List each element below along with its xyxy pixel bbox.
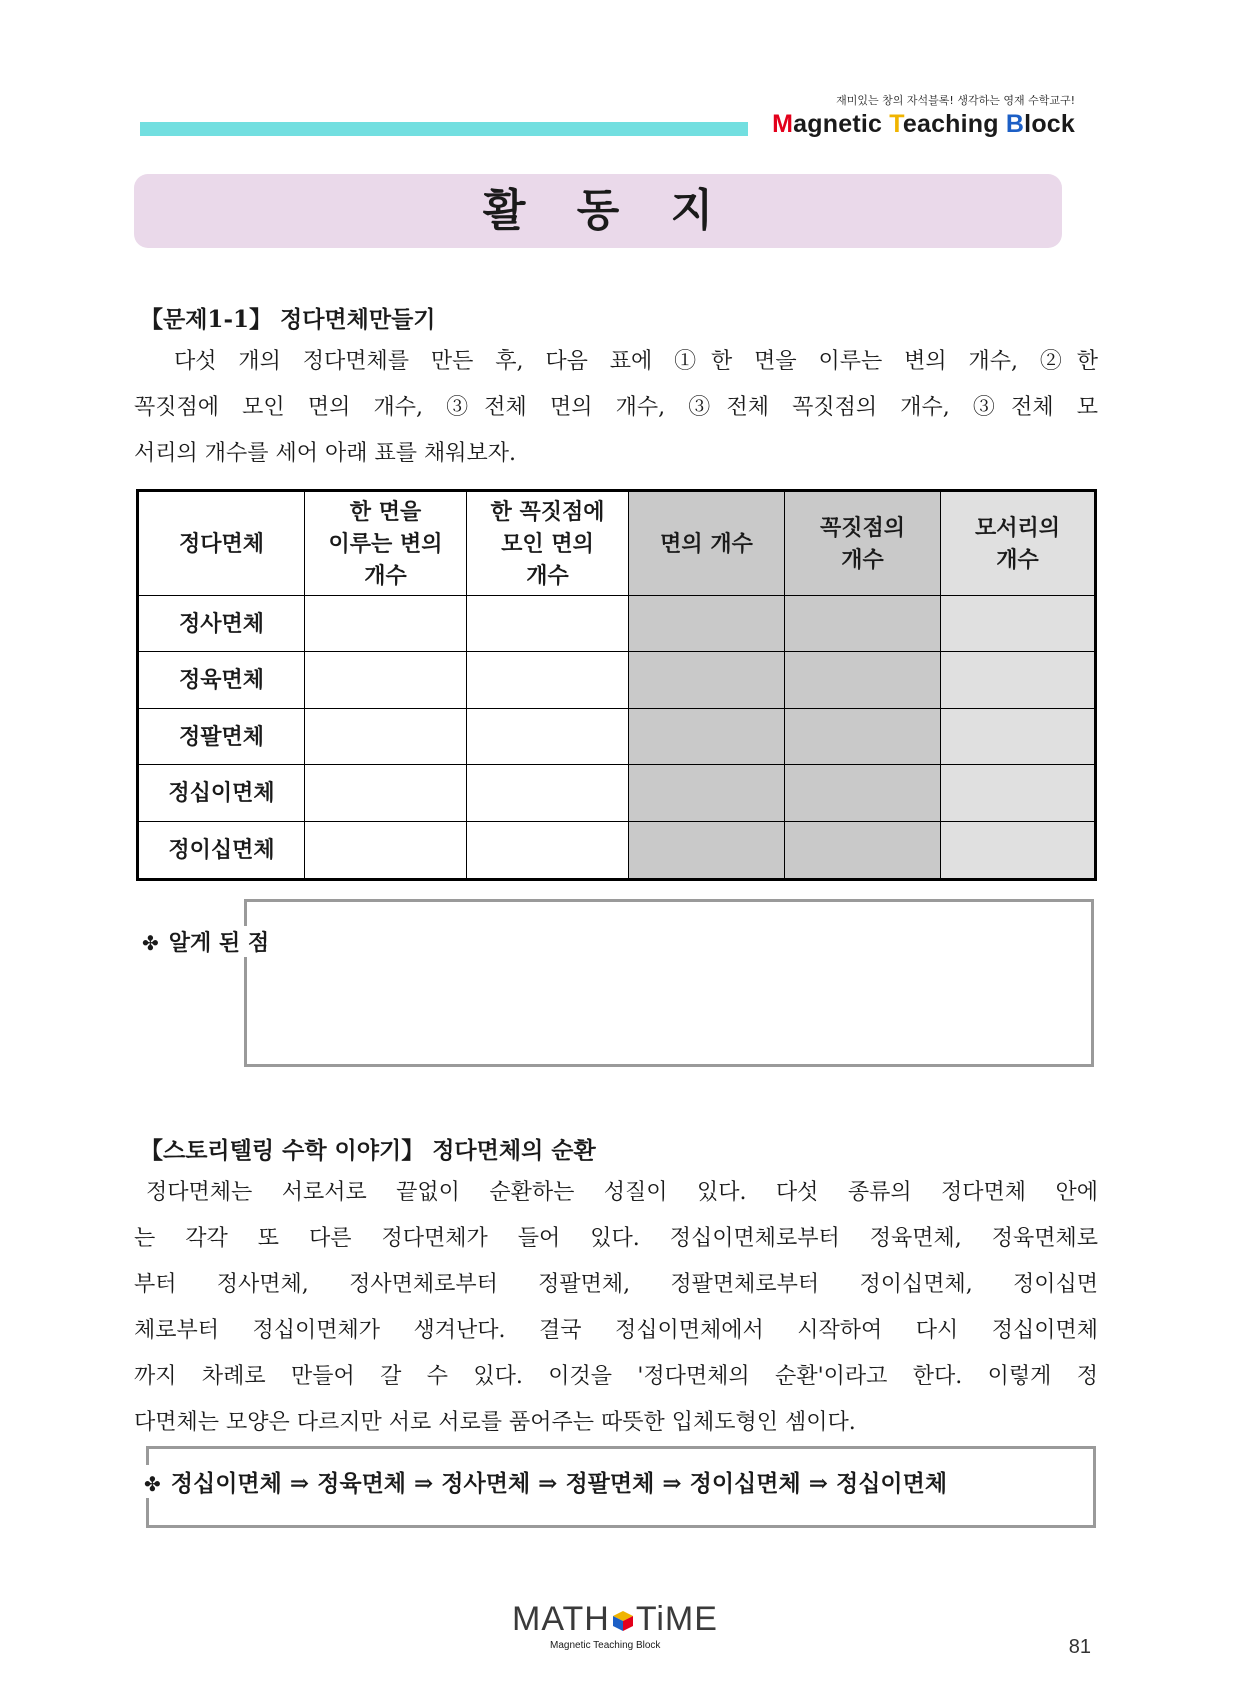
answer-cell[interactable] bbox=[629, 596, 785, 652]
answer-cell[interactable] bbox=[467, 821, 629, 879]
answer-cell[interactable] bbox=[467, 652, 629, 708]
answer-cell[interactable] bbox=[785, 596, 941, 652]
answer-cell[interactable] bbox=[305, 821, 467, 879]
answer-cell[interactable] bbox=[305, 652, 467, 708]
story-text bbox=[134, 1170, 1098, 1446]
header-polyhedron: 정다면체 bbox=[138, 491, 305, 596]
answer-cell[interactable] bbox=[305, 596, 467, 652]
answer-cell[interactable] bbox=[941, 596, 1096, 652]
header-edges-per-face: 한 면을 이루는 변의 개수 bbox=[305, 491, 467, 596]
table-row bbox=[138, 708, 1096, 764]
row-label: 정이십면체 bbox=[138, 821, 305, 879]
answer-cell[interactable] bbox=[785, 765, 941, 821]
table-row bbox=[138, 765, 1096, 821]
answer-cell[interactable] bbox=[941, 652, 1096, 708]
problem-instructions bbox=[134, 339, 1098, 477]
answer-cell[interactable] bbox=[629, 821, 785, 879]
problem-line: 다섯 개의 정다면체를 만든 후, 다음 표에 ①한 면을 이루는 변의 개수, ②한 bbox=[174, 349, 1098, 374]
cube-icon bbox=[612, 1610, 634, 1632]
answer-cell[interactable] bbox=[629, 652, 785, 708]
answer-cell[interactable] bbox=[941, 765, 1096, 821]
answer-cell[interactable] bbox=[467, 765, 629, 821]
answer-cell[interactable] bbox=[785, 821, 941, 879]
story-line: 체로부터 정십이면체가 생겨난다. 결국 정십이면체에서 시작하여 다시 정십이면체 bbox=[134, 1318, 1098, 1343]
answer-cell[interactable] bbox=[941, 708, 1096, 764]
header-face-count: 면의 개수 bbox=[629, 491, 785, 596]
answer-cell[interactable] bbox=[467, 596, 629, 652]
table-row bbox=[138, 652, 1096, 708]
story-line: 는 각각 또 다른 정다면체가 들어 있다. 정십이면체로부터 정육면체, 정육면체로 bbox=[134, 1226, 1098, 1251]
problem-line: 꼭짓점에 모인 면의 개수, ③전체 면의 개수, ③전체 꼭짓점의 개수, ③전체 모 bbox=[134, 395, 1098, 420]
story-line: 정다면체는 서로서로 끝없이 순환하는 성질이 있다. 다섯 종류의 정다면체 안에 bbox=[146, 1180, 1098, 1205]
story-line: 부터 정사면체, 정사면체로부터 정팔면체, 정팔면체로부터 정이십면체, 정이십면 bbox=[134, 1272, 1098, 1297]
footer-logo: MATH TiME bbox=[512, 1600, 718, 1638]
answer-cell[interactable] bbox=[305, 708, 467, 764]
table-header-row bbox=[138, 491, 1096, 596]
header-accent-bar bbox=[140, 122, 748, 136]
header-faces-per-vertex: 한 꼭짓점에 모인 면의 개수 bbox=[467, 491, 629, 596]
problem-line: 서리의 개수를 세어 아래 표를 채워보자. bbox=[134, 441, 516, 466]
story-heading: 【스토리텔링 수학 이야기】 정다면체의 순환 bbox=[140, 1137, 596, 1164]
answer-cell[interactable] bbox=[629, 708, 785, 764]
header-vertex-count: 꼭짓점의 개수 bbox=[785, 491, 941, 596]
cycle-sequence: ✤ 정십이면체 ⇒ 정육면체 ⇒ 정사면체 ⇒ 정팔면체 ⇒ 정이십면체 ⇒ 정십이면체 bbox=[144, 1465, 951, 1498]
footer-subtitle: Magnetic Teaching Block bbox=[550, 1640, 661, 1651]
problem-heading: 【문제1-1】 정다면체만들기 bbox=[140, 306, 436, 333]
learned-answer-box[interactable] bbox=[244, 899, 1094, 1067]
clover-icon: ✤ bbox=[142, 931, 159, 955]
answer-cell[interactable] bbox=[467, 708, 629, 764]
learned-label: ✤ 알게 된 점 bbox=[142, 926, 273, 957]
table-row bbox=[138, 821, 1096, 879]
row-label: 정사면체 bbox=[138, 596, 305, 652]
page-title: 활 동 지 bbox=[482, 185, 714, 236]
row-label: 정팔면체 bbox=[138, 708, 305, 764]
answer-cell[interactable] bbox=[785, 652, 941, 708]
row-label: 정육면체 bbox=[138, 652, 305, 708]
header-tagline: 재미있는 창의 자석블록! 생각하는 영재 수학교구! bbox=[836, 94, 1075, 107]
story-line: 까지 차례로 만들어 갈 수 있다. 이것을 '정다면체의 순환'이라고 한다. 이렇게 정 bbox=[134, 1364, 1098, 1389]
answer-cell[interactable] bbox=[305, 765, 467, 821]
story-line: 다면체는 모양은 다르지만 서로 서로를 품어주는 따뜻한 입체도형인 셈이다. bbox=[134, 1410, 856, 1435]
answer-cell[interactable] bbox=[785, 708, 941, 764]
header-edge-count: 모서리의 개수 bbox=[941, 491, 1096, 596]
polyhedra-table bbox=[136, 489, 1097, 881]
table-row bbox=[138, 596, 1096, 652]
answer-cell[interactable] bbox=[941, 821, 1096, 879]
page-number: 81 bbox=[1068, 1636, 1091, 1658]
row-label: 정십이면체 bbox=[138, 765, 305, 821]
brand-logo: Magnetic Teaching Block bbox=[772, 110, 1075, 138]
clover-icon: ✤ bbox=[144, 1472, 161, 1496]
answer-cell[interactable] bbox=[629, 765, 785, 821]
